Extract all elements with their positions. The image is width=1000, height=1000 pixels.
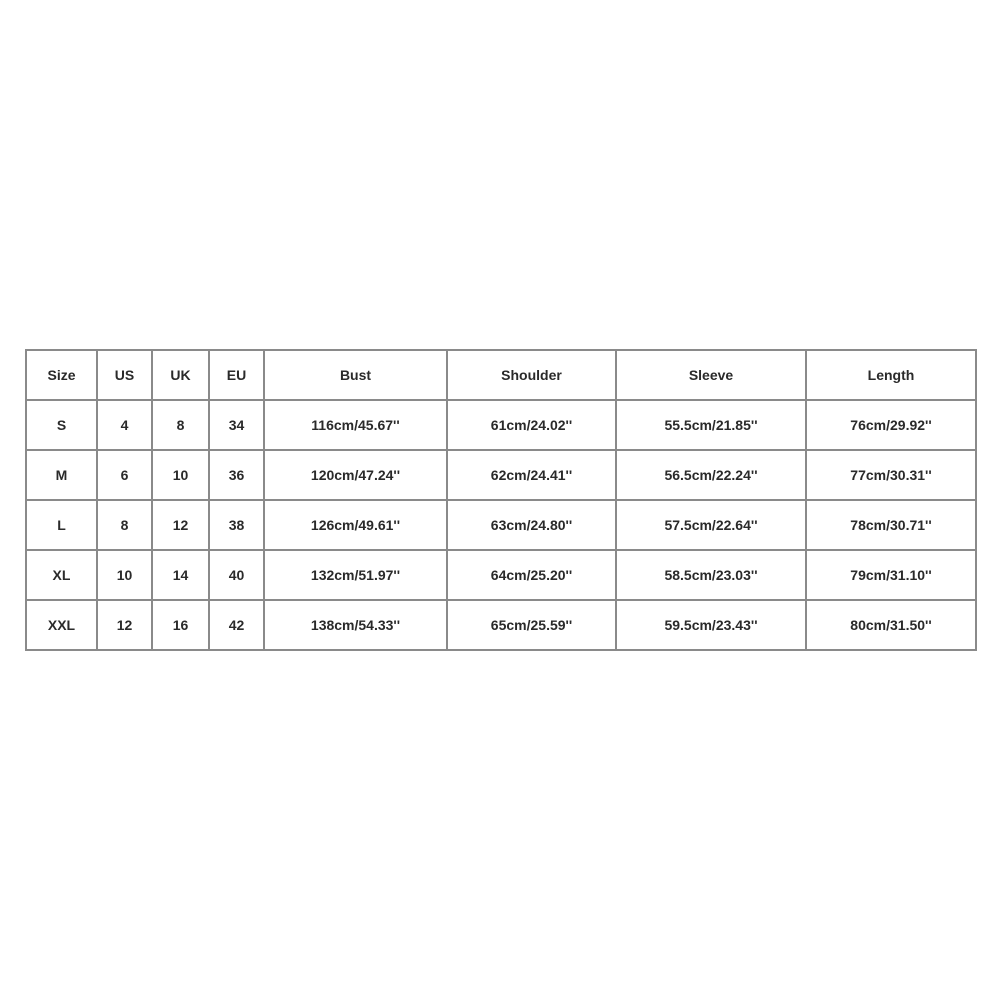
cell-us: 8 [97, 500, 152, 550]
cell-bust: 138cm/54.33'' [264, 600, 447, 650]
cell-shoulder: 63cm/24.80'' [447, 500, 616, 550]
cell-us: 10 [97, 550, 152, 600]
cell-shoulder: 62cm/24.41'' [447, 450, 616, 500]
cell-eu: 42 [209, 600, 264, 650]
cell-eu: 36 [209, 450, 264, 500]
table-row [26, 550, 976, 600]
cell-size: M [26, 450, 97, 500]
cell-uk: 8 [152, 400, 209, 450]
table-row [26, 400, 976, 450]
cell-length: 80cm/31.50'' [806, 600, 976, 650]
header-length: Length [806, 350, 976, 400]
header-us: US [97, 350, 152, 400]
cell-length: 79cm/31.10'' [806, 550, 976, 600]
cell-bust: 132cm/51.97'' [264, 550, 447, 600]
cell-uk: 12 [152, 500, 209, 550]
cell-eu: 40 [209, 550, 264, 600]
cell-shoulder: 64cm/25.20'' [447, 550, 616, 600]
cell-bust: 116cm/45.67'' [264, 400, 447, 450]
cell-us: 12 [97, 600, 152, 650]
cell-sleeve: 59.5cm/23.43'' [616, 600, 806, 650]
cell-us: 4 [97, 400, 152, 450]
cell-size: L [26, 500, 97, 550]
cell-us: 6 [97, 450, 152, 500]
table-row [26, 450, 976, 500]
cell-sleeve: 55.5cm/21.85'' [616, 400, 806, 450]
cell-size: XXL [26, 600, 97, 650]
cell-uk: 16 [152, 600, 209, 650]
cell-length: 78cm/30.71'' [806, 500, 976, 550]
cell-sleeve: 56.5cm/22.24'' [616, 450, 806, 500]
header-size: Size [26, 350, 97, 400]
cell-uk: 10 [152, 450, 209, 500]
cell-length: 77cm/30.31'' [806, 450, 976, 500]
cell-shoulder: 61cm/24.02'' [447, 400, 616, 450]
cell-size: XL [26, 550, 97, 600]
cell-bust: 120cm/47.24'' [264, 450, 447, 500]
header-bust: Bust [264, 350, 447, 400]
cell-bust: 126cm/49.61'' [264, 500, 447, 550]
cell-size: S [26, 400, 97, 450]
cell-sleeve: 57.5cm/22.64'' [616, 500, 806, 550]
header-shoulder: Shoulder [447, 350, 616, 400]
cell-eu: 38 [209, 500, 264, 550]
cell-shoulder: 65cm/25.59'' [447, 600, 616, 650]
header-row [26, 350, 976, 400]
cell-eu: 34 [209, 400, 264, 450]
cell-uk: 14 [152, 550, 209, 600]
header-uk: UK [152, 350, 209, 400]
cell-sleeve: 58.5cm/23.03'' [616, 550, 806, 600]
table-row [26, 500, 976, 550]
header-eu: EU [209, 350, 264, 400]
cell-length: 76cm/29.92'' [806, 400, 976, 450]
size-chart-table [25, 349, 977, 651]
header-sleeve: Sleeve [616, 350, 806, 400]
table-row [26, 600, 976, 650]
